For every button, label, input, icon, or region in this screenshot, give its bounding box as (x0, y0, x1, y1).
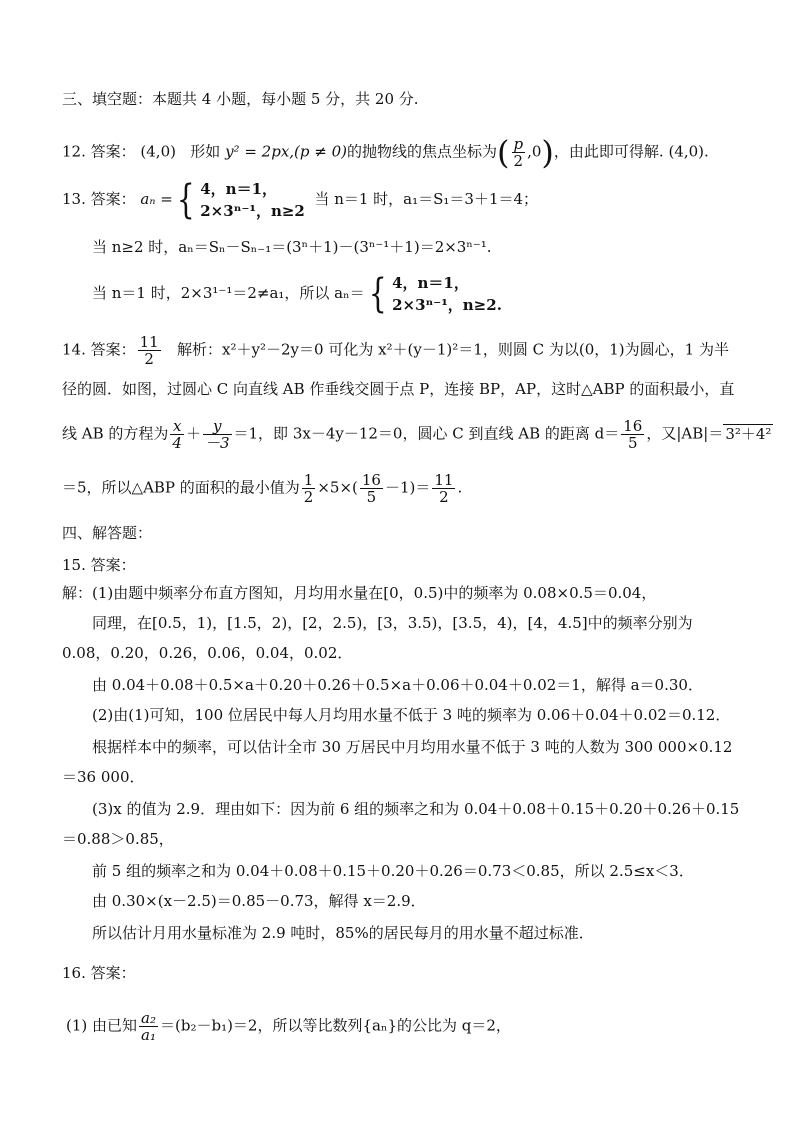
q12-label: 12. 答案： (62, 142, 136, 161)
q15-line: 同理，在[0.5，1)，[1.5，2)，[2，2.5)，[3，3.5)，[3.5，4)，[4，4.5]中的频率分别为 (92, 614, 693, 632)
section4-heading: 四、解答题： (62, 524, 153, 542)
q13-cases-final: 4，n＝1， 2×3ⁿ⁻¹，n≥2. (392, 274, 502, 314)
q13-line3: 当 n＝1 时，2×3¹⁻¹＝2≠a₁，所以 aₙ＝{ 4，n＝1， 2×3ⁿ⁻¹，n≥2. (92, 271, 502, 317)
q13-line2: 当 n≥2 时，aₙ＝Sₙ－Sₙ₋₁＝(3ⁿ＋1)－(3ⁿ⁻¹＋1)＝2×3ⁿ⁻¹. (92, 238, 492, 256)
q15-line: 解：(1)由题中频率分布直方图知，月均用水量在[0，0.5)中的频率为 0.08×0.5＝0.04， (62, 584, 657, 602)
q14-line2: 径的圆．如图，过圆心 C 向直线 AB 作垂线交圆于点 P，连接 BP，AP，这时△ABP 的面积最小，直 (62, 380, 735, 398)
q14-label: 14. 答案： (62, 340, 136, 359)
q15-line: (2)由(1)可知，100 位居民中每人月均用水量不低于 3 吨的频率为 0.06＋0.04＋0.02＝0.12． (92, 706, 731, 724)
q16-line1: (1) 由已知 $\frac{\text{a₂}}{\text{a₁}}$ ＝(b₂－b₁)＝2，所以等比数列{aₙ}的公比为 q＝2， (66, 1009, 511, 1044)
q15-line: 由 0.04＋0.08＋0.5×a＋0.20＋0.26＋0.5×a＋0.06＋0.04＋0.02＝1，解得 a＝0.30． (92, 676, 703, 694)
q13-cases: 4，n＝1， 2×3ⁿ⁻¹，n≥2 (200, 180, 305, 220)
q14-line3: 线 AB 的方程为 $\frac{x}{4}$ ＋ $\frac{y}{-3}$ ＝1，即 3x－4y－12＝0，圆心 C 到直线 AB 的距离 d＝ $\frac{16}{5}$ ，又|AB|＝ 3²＋4² (62, 417, 772, 452)
q12-answer2: (4,0). (668, 142, 709, 161)
q12-focus-fraction: $\frac{p}{2}$ (513, 135, 524, 170)
q15-line: 前 5 组的频率之和为 0.04＋0.08＋0.15＋0.20＋0.26＝0.73＜0.85，所以 2.5≤x＜3． (92, 862, 694, 880)
q14-answer-fraction: $\frac{11}{2}$ (139, 333, 159, 368)
q15-label: 15. 答案： (62, 556, 136, 574)
q12-answer: (4,0) (140, 142, 176, 161)
q15-line: 由 0.30×(x－2.5)＝0.85－0.73，解得 x＝2.9． (92, 892, 426, 910)
q16-label: 16. 答案： (62, 964, 136, 982)
q15-line: 0.08，0.20，0.26，0.06，0.04，0.02． (62, 644, 353, 662)
q14-line4: ＝5，所以△ABP 的面积的最小值为 $\frac{1}{2}$ ×5×( $\frac{16}{5}$ －1)＝ $\frac{11}{2}$ . (62, 471, 463, 506)
q15-line: 根据样本中的频率，可以估计全市 30 万居民中月均用水量不低于 3 吨的人数为 300 000×0.12 (92, 738, 733, 756)
q14-line1: 14. 答案： $\frac{11}{2}$ 解析：x²＋y²－2y＝0 可化为 x²＋(y－1)²＝1，则圆 C 为以(0，1)为圆心，1 为半 (62, 333, 729, 368)
q13-label: 13. 答案： (62, 190, 136, 208)
q13-line1: 13. 答案： aₙ ={ 4，n＝1， 2×3ⁿ⁻¹，n≥2 当 n＝1 时，a₁＝S₁＝3＋1＝4； (62, 177, 539, 223)
section3-heading: 三、填空题：本题共 4 小题，每小题 5 分，共 20 分. (62, 90, 419, 108)
q15-line: (3)x 的值为 2.9．理由如下：因为前 6 组的频率之和为 0.04＋0.08＋0.15＋0.20＋0.26＋0.15 (92, 800, 740, 818)
q15-line: ＝36 000． (62, 768, 145, 786)
q15-line: ＝0.88＞0.85， (62, 830, 174, 848)
q12-text3: ，由此即可得解. (553, 142, 664, 161)
q12-text1: 形如 (190, 142, 221, 161)
q13-line1-tail: 当 n＝1 时，a₁＝S₁＝3＋1＝4； (314, 190, 539, 208)
q12-text2: 的抛物线的焦点坐标为 (347, 142, 498, 161)
q12-equation: y² = 2px,(p ≠ 0) (225, 142, 347, 161)
q12-line: 12. 答案： (4,0) 形如 y² = 2px,(p ≠ 0)的抛物线的焦点坐标为( $\frac{p}{2}$ ,0)，由此即可得解. (4,0). (62, 133, 709, 172)
q15-line: 所以估计月用水量标准为 2.9 吨时，85%的居民每月的用水量不超过标准． (92, 924, 594, 942)
